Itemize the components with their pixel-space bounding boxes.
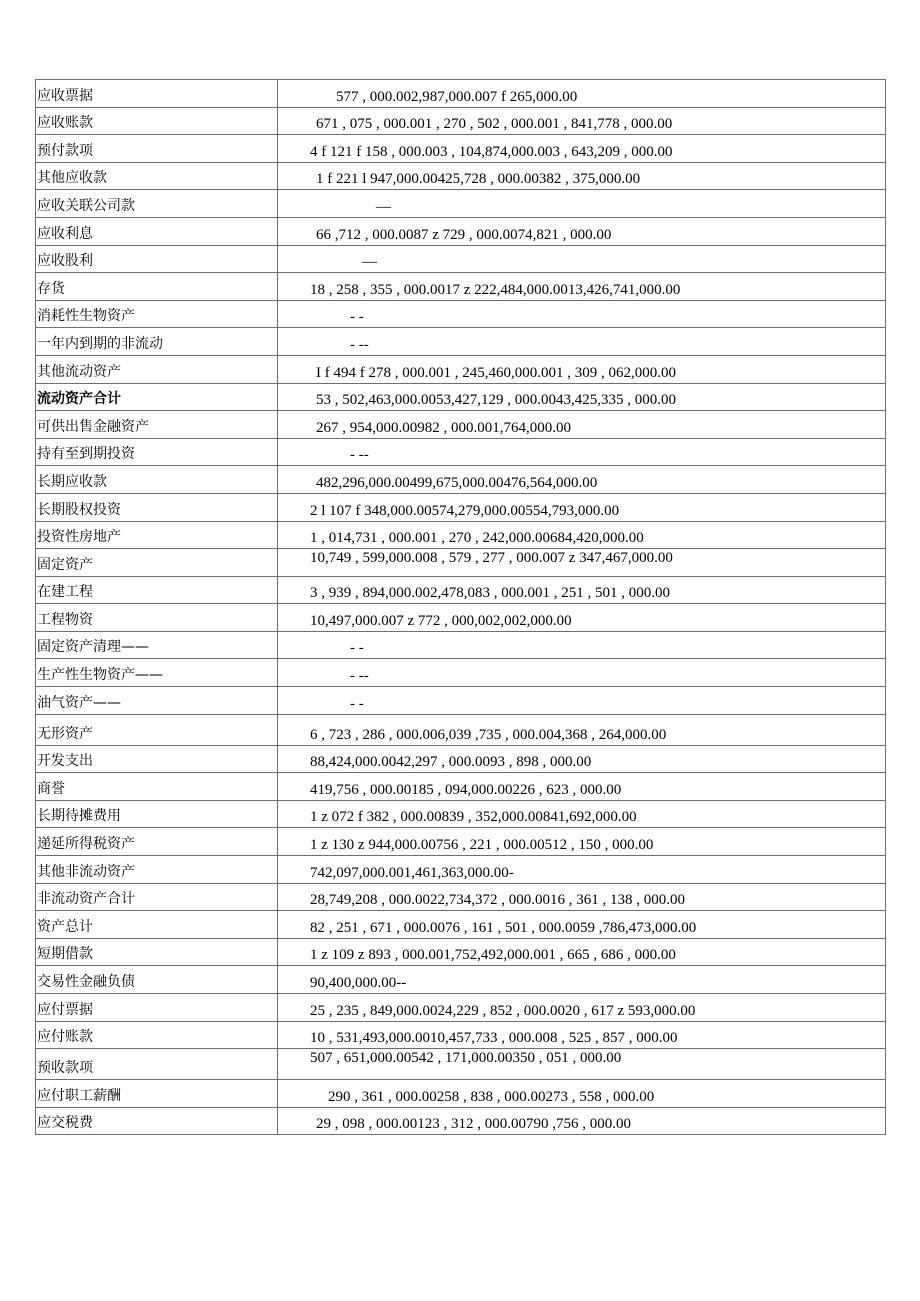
row-label: 持有至到期投资 xyxy=(36,438,278,466)
table-row xyxy=(36,911,886,939)
row-values: - -- xyxy=(278,328,886,356)
row-values: 482,296,000.00499,675,000.00476,564,000.00 xyxy=(278,466,886,494)
row-values: 66 ,712 , 000.0087 z 729 , 000.0074,821 , 000.00 xyxy=(278,217,886,245)
row-values: 88,424,000.0042,297 , 000.0093 , 898 , 000.00 xyxy=(278,745,886,773)
row-label: 短期借款 xyxy=(36,938,278,966)
row-values: 1 , 014,731 , 000.001 , 270 , 242,000.00684,420,000.00 xyxy=(278,521,886,549)
row-values: 2 l 107 f 348,000.00574,279,000.00554,793,000.00 xyxy=(278,493,886,521)
balance-sheet-body xyxy=(36,80,886,1135)
table-row xyxy=(36,162,886,190)
row-values: 742,097,000.001,461,363,000.00- xyxy=(278,856,886,884)
table-row xyxy=(36,856,886,884)
table-row xyxy=(36,355,886,383)
table-row xyxy=(36,273,886,301)
row-values: 1 z 109 z 893 , 000.001,752,492,000.001 , 665 , 686 , 000.00 xyxy=(278,938,886,966)
row-label: 应收股利 xyxy=(36,245,278,273)
row-values: 577 , 000.002,987,000.007 f 265,000.00 xyxy=(278,80,886,108)
row-label: 应付账款 xyxy=(36,1021,278,1049)
row-label: 投资性房地产 xyxy=(36,521,278,549)
row-label: 工程物资 xyxy=(36,604,278,632)
row-label: 长期应收款 xyxy=(36,466,278,494)
row-values: — xyxy=(278,190,886,218)
table-row xyxy=(36,135,886,163)
row-label: 在建工程 xyxy=(36,576,278,604)
table-row xyxy=(36,714,886,745)
row-label: 可供出售金融资产 xyxy=(36,411,278,439)
row-label: 应交税费 xyxy=(36,1107,278,1135)
row-label: 应收利息 xyxy=(36,217,278,245)
row-label: 商誉 xyxy=(36,773,278,801)
row-label: 流动资产合计 xyxy=(36,383,278,411)
row-label: 固定资产 xyxy=(36,549,278,577)
row-values: I f 494 f 278 , 000.001 , 245,460,000.001 , 309 , 062,000.00 xyxy=(278,355,886,383)
table-row xyxy=(36,466,886,494)
row-label: 应收票据 xyxy=(36,80,278,108)
row-label: 其他流动资产 xyxy=(36,355,278,383)
table-row xyxy=(36,1021,886,1049)
table-row xyxy=(36,328,886,356)
row-label: 一年内到期的非流动 xyxy=(36,328,278,356)
row-values: 82 , 251 , 671 , 000.0076 , 161 , 501 , 000.0059 ,786,473,000.00 xyxy=(278,911,886,939)
row-label: 生产性生物资产—— xyxy=(36,659,278,687)
row-values: 25 , 235 , 849,000.0024,229 , 852 , 000.0020 , 617 z 593,000.00 xyxy=(278,994,886,1022)
row-values: - -- xyxy=(278,659,886,687)
row-label: 应付职工薪酬 xyxy=(36,1080,278,1108)
table-row xyxy=(36,576,886,604)
row-values: 3 , 939 , 894,000.002,478,083 , 000.001 , 251 , 501 , 000.00 xyxy=(278,576,886,604)
table-row xyxy=(36,631,886,659)
table-row xyxy=(36,828,886,856)
row-label: 递延所得税资产 xyxy=(36,828,278,856)
table-row xyxy=(36,521,886,549)
row-values: - - xyxy=(278,687,886,715)
row-label: 应收关联公司款 xyxy=(36,190,278,218)
table-row xyxy=(36,966,886,994)
row-label: 油气资产—— xyxy=(36,687,278,715)
row-values: 28,749,208 , 000.0022,734,372 , 000.0016 , 361 , 138 , 000.00 xyxy=(278,883,886,911)
table-row xyxy=(36,1080,886,1108)
table-row xyxy=(36,190,886,218)
row-label: 固定资产清理—— xyxy=(36,631,278,659)
table-row xyxy=(36,687,886,715)
row-label: 非流动资产合计 xyxy=(36,883,278,911)
table-row xyxy=(36,659,886,687)
row-label: 交易性金融负债 xyxy=(36,966,278,994)
row-values: 4 f 121 f 158 , 000.003 , 104,874,000.003 , 643,209 , 000.00 xyxy=(278,135,886,163)
row-values: 671 , 075 , 000.001 , 270 , 502 , 000.001 , 841,778 , 000.00 xyxy=(278,107,886,135)
table-row xyxy=(36,245,886,273)
table-row xyxy=(36,438,886,466)
row-values: 53 , 502,463,000.0053,427,129 , 000.0043,425,335 , 000.00 xyxy=(278,383,886,411)
table-row xyxy=(36,1049,886,1080)
row-values: — xyxy=(278,245,886,273)
row-label: 其他应收款 xyxy=(36,162,278,190)
row-values: 507 , 651,000.00542 , 171,000.00350 , 051 , 000.00 xyxy=(278,1049,886,1080)
row-values: 6 , 723 , 286 , 000.006,039 ,735 , 000.004,368 , 264,000.00 xyxy=(278,714,886,745)
table-row xyxy=(36,107,886,135)
table-row xyxy=(36,1107,886,1135)
row-label: 预收款项 xyxy=(36,1049,278,1080)
balance-sheet-table xyxy=(35,79,886,1135)
row-values: 267 , 954,000.00982 , 000.001,764,000.00 xyxy=(278,411,886,439)
row-label: 无形资产 xyxy=(36,714,278,745)
table-row xyxy=(36,938,886,966)
row-values: 90,400,000.00-- xyxy=(278,966,886,994)
row-label: 资产总计 xyxy=(36,911,278,939)
row-values: - -- xyxy=(278,438,886,466)
table-row xyxy=(36,383,886,411)
row-label: 长期股权投资 xyxy=(36,493,278,521)
row-values: 29 , 098 , 000.00123 , 312 , 000.00790 ,756 , 000.00 xyxy=(278,1107,886,1135)
row-values: 1 f 221 l 947,000.00425,728 , 000.00382 , 375,000.00 xyxy=(278,162,886,190)
row-label: 应付票据 xyxy=(36,994,278,1022)
table-row xyxy=(36,300,886,328)
table-row xyxy=(36,411,886,439)
row-values: 10,749 , 599,000.008 , 579 , 277 , 000.007 z 347,467,000.00 xyxy=(278,549,886,577)
table-row xyxy=(36,493,886,521)
row-values: 18 , 258 , 355 , 000.0017 z 222,484,000.0013,426,741,000.00 xyxy=(278,273,886,301)
table-row xyxy=(36,994,886,1022)
row-values: 10 , 531,493,000.0010,457,733 , 000.008 , 525 , 857 , 000.00 xyxy=(278,1021,886,1049)
row-values: 419,756 , 000.00185 , 094,000.00226 , 623 , 000.00 xyxy=(278,773,886,801)
row-values: - - xyxy=(278,631,886,659)
row-values: 1 z 130 z 944,000.00756 , 221 , 000.00512 , 150 , 000.00 xyxy=(278,828,886,856)
row-label: 长期待摊费用 xyxy=(36,800,278,828)
row-label: 消耗性生物资产 xyxy=(36,300,278,328)
table-row xyxy=(36,745,886,773)
table-row xyxy=(36,604,886,632)
table-row xyxy=(36,883,886,911)
row-values: 10,497,000.007 z 772 , 000,002,002,000.00 xyxy=(278,604,886,632)
table-row xyxy=(36,549,886,577)
row-label: 其他非流动资产 xyxy=(36,856,278,884)
table-row xyxy=(36,80,886,108)
table-row xyxy=(36,217,886,245)
row-values: 290 , 361 , 000.00258 , 838 , 000.00273 , 558 , 000.00 xyxy=(278,1080,886,1108)
row-label: 应收账款 xyxy=(36,107,278,135)
row-values: - - xyxy=(278,300,886,328)
row-values: 1 z 072 f 382 , 000.00839 , 352,000.00841,692,000.00 xyxy=(278,800,886,828)
table-row xyxy=(36,773,886,801)
table-row xyxy=(36,800,886,828)
row-label: 开发支出 xyxy=(36,745,278,773)
row-label: 预付款项 xyxy=(36,135,278,163)
row-label: 存货 xyxy=(36,273,278,301)
